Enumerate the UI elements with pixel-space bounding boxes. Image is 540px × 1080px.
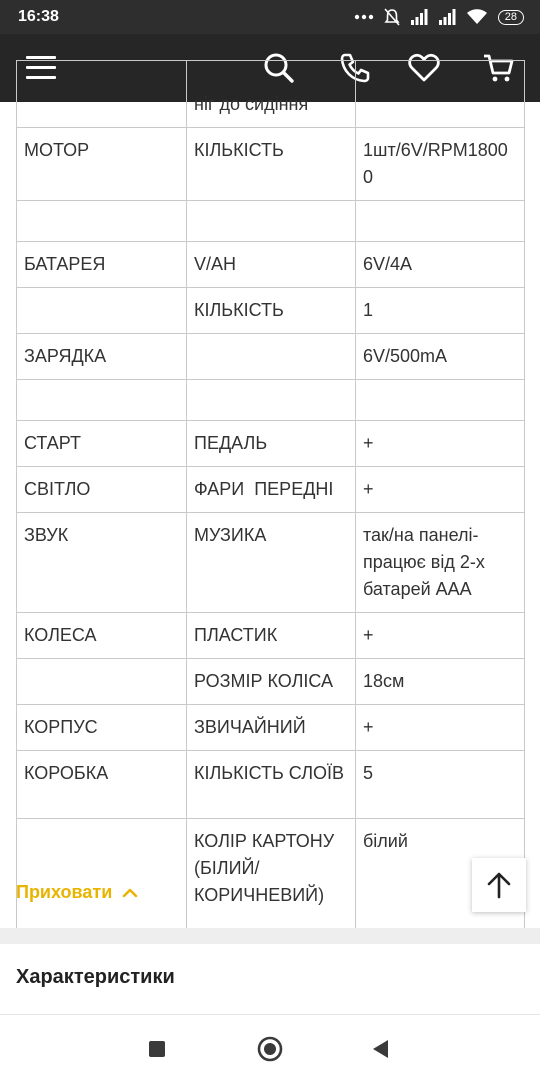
hide-link-label: Приховати: [16, 882, 113, 902]
table-cell: [187, 334, 356, 380]
mute-icon: [384, 8, 400, 26]
table-cell: +: [356, 467, 525, 513]
table-cell: [356, 201, 525, 242]
table-row: [17, 467, 525, 513]
table-cell: 1: [356, 288, 525, 334]
specs-table: [16, 60, 525, 929]
table-cell: КОЛІР КАРТОНУ (БІЛИЙ/ КОРИЧНЕВИЙ): [187, 819, 356, 929]
table-cell: БАТАРЕЯ: [17, 242, 187, 288]
more-icon: [354, 14, 374, 20]
table-cell: 18см: [356, 659, 525, 705]
characteristics-title[interactable]: Характеристики: [16, 966, 175, 988]
table-cell: +: [356, 705, 525, 751]
table-row: [17, 751, 525, 819]
table-cell: ЗАРЯДКА: [17, 334, 187, 380]
table-cell: КІЛЬКІСТЬ СЛОЇВ: [187, 751, 356, 819]
table-cell: 6V/4A: [356, 242, 525, 288]
divider: [0, 1014, 540, 1015]
table-cell: [17, 201, 187, 242]
chevron-up-icon: [122, 882, 138, 903]
table-cell: білий: [356, 819, 525, 929]
table-cell: [17, 61, 187, 128]
table-cell: МУЗИКА: [187, 513, 356, 613]
table-cell: КОЛЕСА: [17, 613, 187, 659]
table-row: [17, 201, 525, 242]
table-cell: КОРПУС: [17, 705, 187, 751]
table-cell: [356, 61, 525, 128]
table-cell: МОТОР: [17, 128, 187, 201]
table-row: [17, 705, 525, 751]
table-cell: так/на панелі-працює від 2-х батарей ААА: [356, 513, 525, 613]
table-row: [17, 61, 525, 128]
table-row: [17, 288, 525, 334]
table-row: [17, 659, 525, 705]
table-row: [17, 819, 525, 929]
table-row: [17, 334, 525, 380]
scroll-to-top-button[interactable]: [472, 858, 526, 912]
table-cell: КІЛЬКІСТЬ: [187, 128, 356, 201]
table-row: [17, 128, 525, 201]
table-cell: [17, 819, 187, 929]
table-cell: [356, 380, 525, 421]
signal-icon: [438, 9, 456, 25]
table-cell: ПЛАСТИК: [187, 613, 356, 659]
status-bar: [0, 0, 540, 34]
table-cell: [187, 201, 356, 242]
table-cell: СТАРТ: [17, 421, 187, 467]
hide-specs-link[interactable]: [16, 882, 138, 903]
section-divider: [0, 928, 540, 944]
table-cell: 6V/500mA: [356, 334, 525, 380]
table-cell: [17, 288, 187, 334]
back-triangle-icon[interactable]: [370, 1038, 390, 1065]
table-row: [17, 242, 525, 288]
status-icons: [354, 8, 524, 26]
table-cell: ПЕДАЛЬ: [187, 421, 356, 467]
table-cell: КОРОБКА: [17, 751, 187, 819]
table-row: [17, 513, 525, 613]
table-cell: +: [356, 421, 525, 467]
table-cell: [17, 659, 187, 705]
home-circle-icon[interactable]: [257, 1036, 283, 1067]
table-cell: ЗВУК: [17, 513, 187, 613]
table-cell: [187, 380, 356, 421]
table-cell: СВІТЛО: [17, 467, 187, 513]
table-row: [17, 380, 525, 421]
battery-icon: 28: [498, 10, 524, 25]
table-cell: РОЗМІР КОЛІСА: [187, 659, 356, 705]
table-cell: КІЛЬКІСТЬ: [187, 288, 356, 334]
table-cell: [17, 380, 187, 421]
status-time: 16:38: [18, 8, 59, 25]
table-cell: V/AH: [187, 242, 356, 288]
navigation-bar: [0, 1016, 540, 1080]
table-cell: +: [356, 613, 525, 659]
table-cell: ніг до сидіння: [187, 61, 356, 128]
table-row: [17, 613, 525, 659]
recents-square-icon[interactable]: [148, 1040, 166, 1063]
table-cell: 1шт/6V/RPM18000: [356, 128, 525, 201]
signal-icon: [410, 9, 428, 25]
wifi-icon: [466, 9, 488, 25]
arrow-up-icon: [486, 871, 512, 899]
table-cell: ЗВИЧАЙНИЙ: [187, 705, 356, 751]
table-cell: 5: [356, 751, 525, 819]
table-row: [17, 421, 525, 467]
table-cell: ФАРИ ПЕРЕДНІ: [187, 467, 356, 513]
